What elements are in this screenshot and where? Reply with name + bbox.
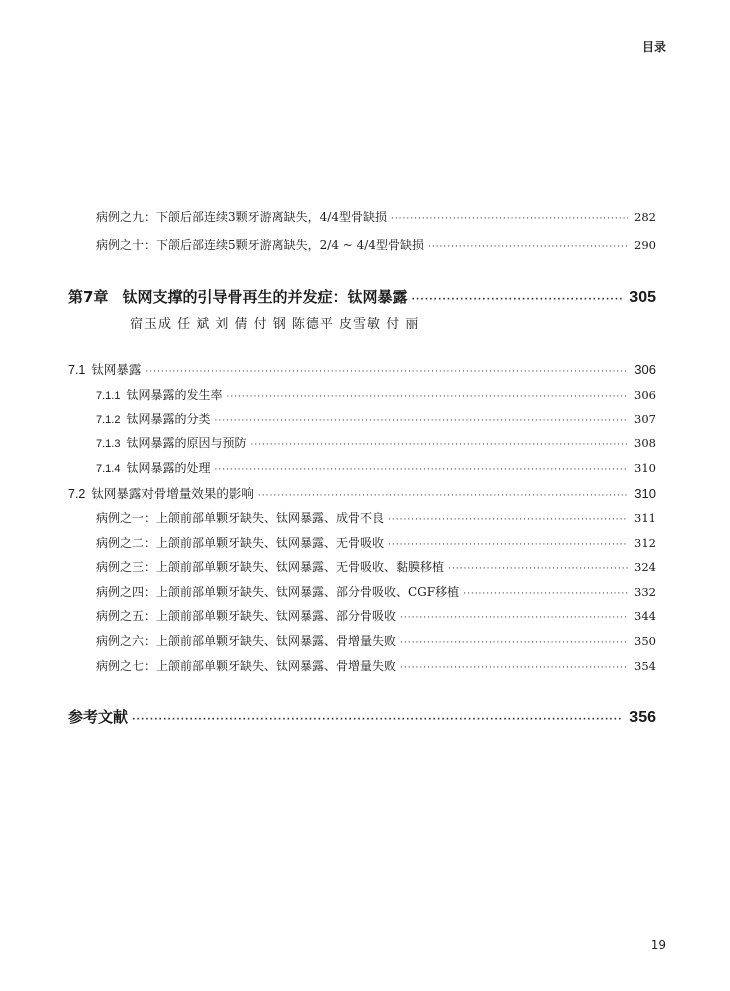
- dot-leader: [214, 465, 628, 475]
- toc-entry-label: 病例之五：上颌前部单颗牙缺失、钛网暴露、部分骨吸收: [96, 609, 397, 623]
- dot-leader: [428, 242, 628, 252]
- toc-references[interactable]: [68, 706, 656, 727]
- toc-entry-page: 282: [634, 210, 656, 224]
- section-page: 310: [634, 486, 656, 501]
- dot-leader: [250, 440, 628, 450]
- toc-entry-page: 344: [634, 609, 656, 623]
- section-title: 钛网暴露: [91, 362, 142, 377]
- toc-chapter-7[interactable]: [68, 286, 656, 307]
- dot-leader: [400, 663, 628, 673]
- subsection-page: 310: [634, 461, 656, 475]
- dot-leader: [226, 392, 628, 402]
- toc-entry-case-3[interactable]: [96, 558, 656, 575]
- subsection-title: 钛网暴露的处理: [126, 461, 211, 475]
- subsection-number: 7.1.4: [96, 463, 121, 475]
- references-title: 参考文献: [68, 708, 129, 726]
- subsection-page: 306: [634, 388, 656, 402]
- subsection-title: 钛网暴露的发生率: [126, 388, 223, 402]
- chapter-number: 第7章: [68, 288, 109, 306]
- toc-entry-page: 324: [634, 560, 656, 574]
- dot-leader: [411, 295, 623, 305]
- toc-entry-label: 病例之二：上颌前部单颗牙缺失、钛网暴露、无骨吸收: [96, 536, 385, 550]
- chapter-page: 305: [629, 289, 656, 306]
- dot-leader: [132, 715, 623, 725]
- toc-entry-page: 354: [634, 659, 656, 673]
- page-number: 19: [650, 938, 666, 952]
- section-title: 钛网暴露对骨增量效果的影响: [91, 486, 254, 501]
- toc-entry-label: 病例之六：上颌前部单颗牙缺失、钛网暴露、骨增量失败: [96, 634, 397, 648]
- toc-entry-case-10[interactable]: [96, 236, 656, 253]
- toc-entry-label: 病例之一：上颌前部单颗牙缺失、钛网暴露、成骨不良: [96, 511, 385, 525]
- running-header: 目录: [641, 40, 666, 54]
- dot-leader: [388, 515, 628, 525]
- toc-entry-page: 311: [634, 511, 656, 525]
- toc-entry-case-2[interactable]: [96, 534, 656, 551]
- toc-subsection-7-1-3[interactable]: [96, 434, 656, 451]
- toc-section-7-1[interactable]: [68, 360, 656, 378]
- dot-leader: [214, 416, 628, 426]
- toc-entry-page: 312: [634, 536, 656, 550]
- toc-entry-case-7[interactable]: [96, 657, 656, 674]
- toc-entry-label: 病例之九：下颌后部连续3颗牙游离缺失，4/4型骨缺损: [96, 210, 387, 224]
- section-number: 7.1: [68, 363, 86, 377]
- toc-subsection-7-1-4[interactable]: [96, 459, 656, 476]
- subsection-page: 307: [634, 412, 656, 426]
- dot-leader: [463, 589, 628, 599]
- dot-leader: [391, 214, 628, 224]
- chapter-title: 钛网支撑的引导骨再生的并发症：钛网暴露: [122, 288, 408, 306]
- subsection-title: 钛网暴露的分类: [126, 412, 211, 426]
- references-page: 356: [629, 709, 656, 726]
- toc-entry-label: 病例之三：上颌前部单颗牙缺失、钛网暴露、无骨吸收、黏膜移植: [96, 560, 445, 574]
- toc-entry-page: 350: [634, 634, 656, 648]
- toc-entry-case-5[interactable]: [96, 607, 656, 624]
- dot-leader: [400, 638, 628, 648]
- subsection-number: 7.1.3: [96, 438, 121, 450]
- toc-subsection-7-1-2[interactable]: [96, 410, 656, 427]
- toc-entry-label: 病例之七：上颌前部单颗牙缺失、钛网暴露、骨增量失败: [96, 659, 397, 673]
- subsection-page: 308: [634, 436, 656, 450]
- toc-entry-case-4[interactable]: [96, 583, 656, 600]
- chapter-authors: 宿玉成 任 斌 刘 倩 付 钢 陈德平 皮雪敏 付 丽: [130, 317, 420, 332]
- toc-entry-label: 病例之十：下颌后部连续5颗牙游离缺失，2/4 ~ 4/4型骨缺损: [96, 238, 424, 252]
- toc-entry-label: 病例之四：上颌前部单颗牙缺失、钛网暴露、部分骨吸收、CGF移植: [96, 585, 460, 599]
- section-number: 7.2: [68, 487, 86, 501]
- toc-entry-case-6[interactable]: [96, 632, 656, 649]
- subsection-title: 钛网暴露的原因与预防: [126, 436, 247, 450]
- toc-section-7-2[interactable]: [68, 484, 656, 502]
- toc-entry-case-9[interactable]: [96, 208, 656, 225]
- dot-leader: [388, 540, 628, 550]
- toc-entry-page: 290: [634, 238, 656, 252]
- subsection-number: 7.1.2: [96, 414, 121, 426]
- section-page: 306: [634, 362, 656, 377]
- subsection-number: 7.1.1: [96, 390, 121, 402]
- dot-leader: [448, 564, 628, 574]
- dot-leader: [258, 491, 628, 501]
- dot-leader: [400, 613, 628, 623]
- toc-entry-case-1[interactable]: [96, 509, 656, 526]
- toc-subsection-7-1-1[interactable]: [96, 386, 656, 403]
- dot-leader: [145, 367, 628, 377]
- toc-entry-page: 332: [634, 585, 656, 599]
